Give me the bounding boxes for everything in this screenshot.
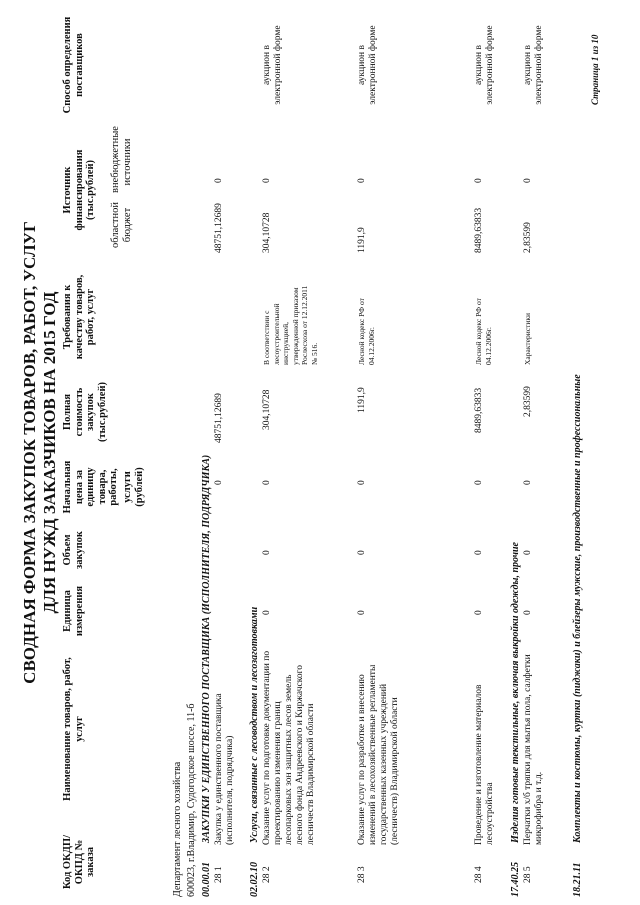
row-5-unit: 0 — [523, 610, 533, 615]
header-price-sub: услуги (рублей) — [122, 467, 145, 507]
title-line-1: СВОДНАЯ ФОРМА ЗАКУПОК ТОВАРОВ, РАБОТ, УСЛУГ — [20, 221, 39, 684]
page-footer: Страница 1 из 10 — [590, 34, 600, 105]
row-2-total: 304,10728 — [262, 389, 272, 430]
section-title-3: Изделия готовые текстильные, включая выкройки одежды, прочие — [510, 541, 521, 843]
row-2-method: аукцион в электронной форме — [262, 25, 283, 105]
row-1-name: Закупка у единственного поставщика (исполнителя, подрядчика) — [214, 693, 235, 845]
row-5-extra: 0 — [523, 178, 533, 183]
row-2-price: 0 — [262, 480, 272, 485]
row-3-requirements: Лесной кодекс РФ от 04.12.2006г. — [357, 298, 376, 365]
org-name: Департамент лесного хозяйства — [172, 761, 183, 897]
row-2-volume: 0 — [262, 550, 272, 555]
row-4-volume: 0 — [474, 550, 484, 555]
row-2-unit: 0 — [262, 610, 272, 615]
header-requirements: Требования к качеству товаров, работ, услуг — [62, 274, 96, 360]
section-title-1: ЗАКУПКИ У ЕДИНСТВЕННОГО ПОСТАВЩИКА (ИСПОЛНИТЕЛЯ, ПОДРЯДЧИКА) — [201, 454, 212, 843]
row-4-num: 28 4 — [474, 866, 484, 883]
section-code-3: 17.40.25 — [510, 862, 521, 897]
row-5-total: 2,83599 — [523, 386, 533, 417]
row-3-extra: 0 — [357, 178, 367, 183]
row-4-total: 8489,63833 — [474, 387, 484, 433]
header-source-extra: внебюджетные источники — [110, 126, 133, 193]
section-code-4: 18.21.11 — [572, 862, 583, 897]
row-3-price: 0 — [357, 480, 367, 485]
row-2-requirements: В соответствии с лесоустроительной инструкцией, утвержденной приказом Рослесхоза от 12.12.2011 № 516. — [262, 285, 319, 365]
row-4-name: Проведение и изготовление материалов лесоустройства — [474, 684, 495, 845]
section-title-4: Комплекты и костюмы, куртки (пиджаки) и блейзеры мужские, производственные и профессиональные — [572, 374, 583, 843]
row-1-num: 28 1 — [214, 866, 224, 883]
row-1-extra: 0 — [214, 178, 224, 183]
header-source: Источник финансирования (тыс.рублей) — [62, 149, 96, 231]
row-2-extra: 0 — [262, 178, 272, 183]
row-5-regional: 2,83599 — [523, 222, 533, 253]
row-3-name: Оказание услуг по разработке и внесению изменений в лесохозяйственные регламенты государственных казенных учреждений (лесничеств) Владимирской области — [357, 664, 400, 845]
row-5-name: Перчатки х/б тряпки для мытья пола, салфетки микрофибра и т.д. — [523, 654, 544, 845]
section-code-2: 02.02.10 — [249, 862, 260, 897]
row-3-total: 1191,9 — [357, 387, 367, 413]
row-3-method: аукцион в электронной форме — [357, 25, 378, 105]
header-source-regional: областной бюджет — [110, 202, 133, 248]
section-code-1: 00.00.01 — [201, 862, 212, 897]
row-3-regional: 1191,9 — [357, 227, 367, 253]
row-3-unit: 0 — [357, 610, 367, 615]
header-method: Способ определения поставщиков — [62, 16, 85, 114]
row-5-num: 28 5 — [523, 866, 533, 883]
row-4-extra: 0 — [474, 178, 484, 183]
header-total: Полная стоимость закупок (тыс.рублей) — [62, 381, 108, 443]
row-5-volume: 0 — [523, 550, 533, 555]
row-4-requirements: Лесной кодекс РФ от 04.12.2006г. — [474, 298, 493, 365]
row-4-unit: 0 — [474, 610, 484, 615]
row-1-price: 0 — [214, 480, 224, 485]
row-4-regional: 8489,63833 — [474, 207, 484, 253]
row-1-regional: 48751,12689 — [214, 203, 224, 253]
header-code: Код ОКДП/ ОКПД № заказа — [62, 834, 96, 890]
header-price: Начальная цена за единицу товара, работы, — [62, 460, 119, 514]
row-3-volume: 0 — [357, 550, 367, 555]
row-5-requirements: Характеристики — [523, 312, 532, 365]
header-name: Наименование товаров, работ, услуг — [62, 657, 85, 801]
section-title-2: Услуги, связанные с лесоводством и лесозаготовками — [249, 606, 260, 843]
row-4-price: 0 — [474, 480, 484, 485]
row-2-name: Оказание услуг по подготовке документации по проектированию изменения границ лесопарковых зон защитных лесов земель лесного фонда Андреевского и Киржачского лесничеств Владимирской области — [262, 650, 316, 845]
row-5-price: 0 — [523, 480, 533, 485]
header-unit: Единица измерения — [62, 585, 85, 637]
row-5-method: аукцион в электронной форме — [523, 25, 544, 105]
row-2-regional: 304,10728 — [262, 212, 272, 253]
row-2-num: 28 2 — [262, 866, 272, 883]
header-volume: Объем закупок — [62, 531, 85, 569]
row-3-num: 28 3 — [357, 866, 367, 883]
title-line-2: ДЛЯ НУЖД ЗАКАЗЧИКОВ НА 2015 ГОД — [40, 291, 59, 614]
org-address: 600023, г.Владимир, Судогодское шоссе, 11-б — [186, 703, 197, 897]
row-4-method: аукцион в электронной форме — [474, 25, 495, 105]
row-1-total: 48751,12689 — [214, 393, 224, 443]
